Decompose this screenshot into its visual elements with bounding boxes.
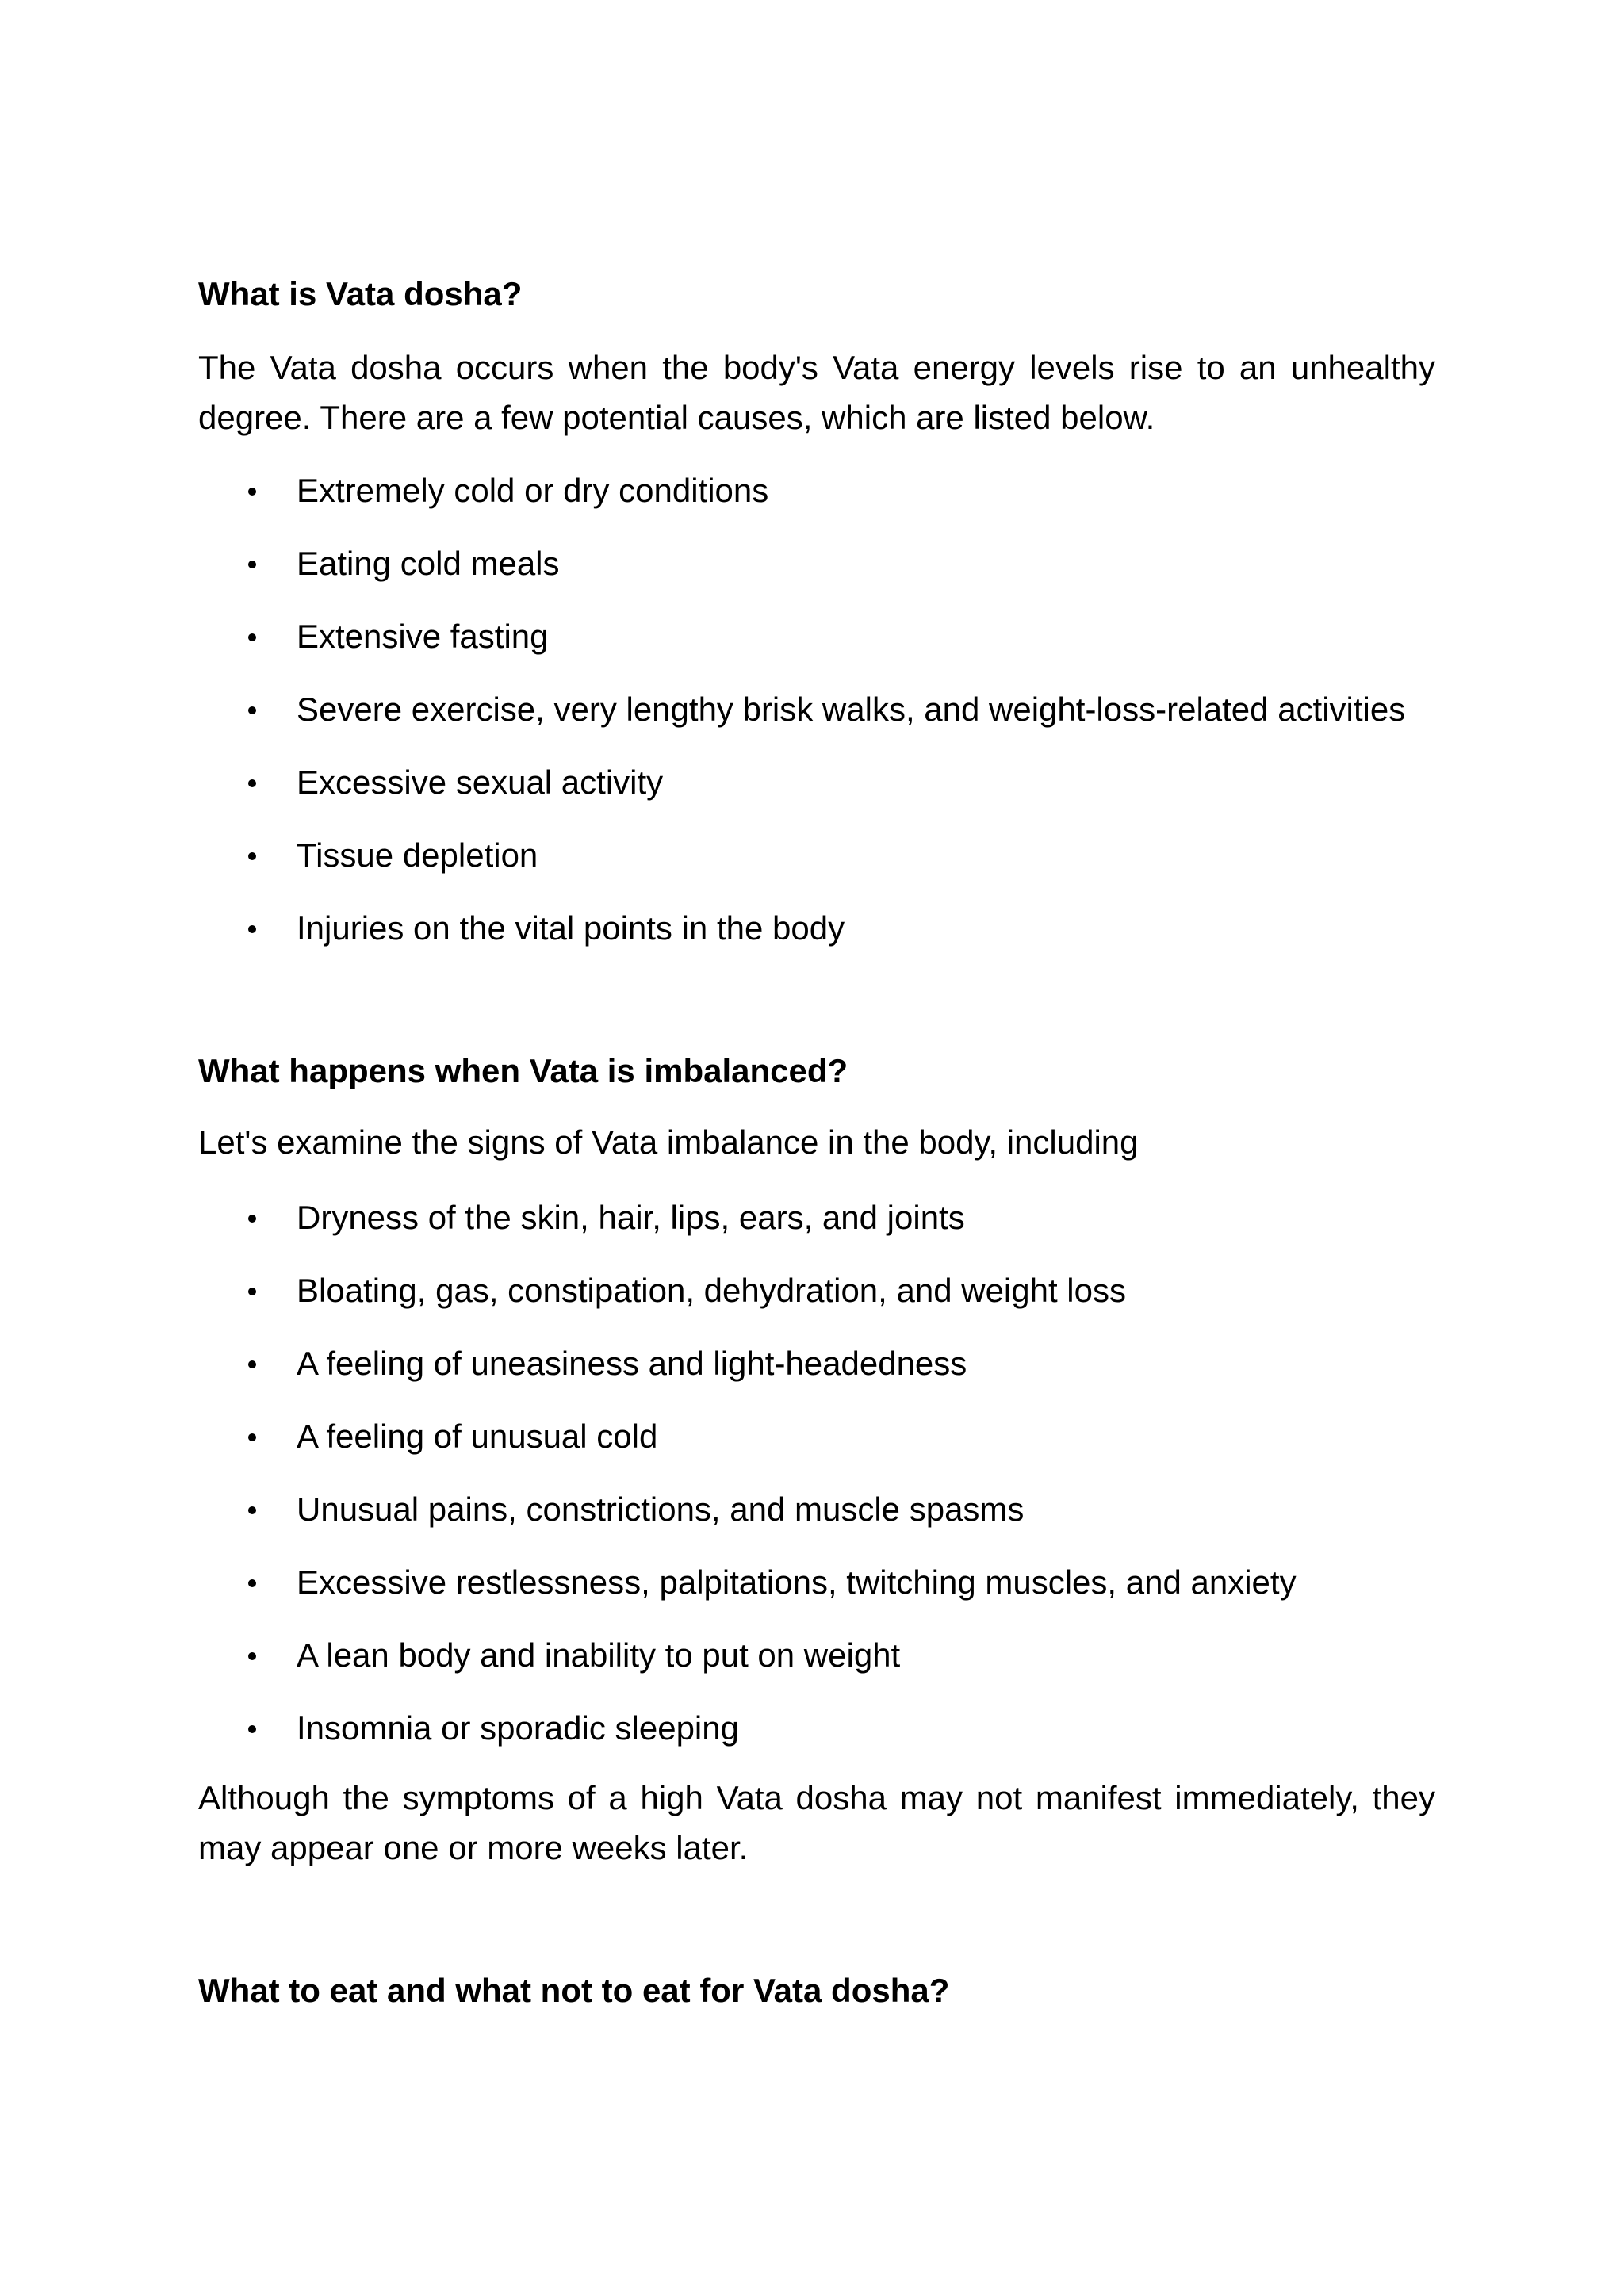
list-item-text: Severe exercise, very lengthy brisk walks, and weight-loss-related activities xyxy=(297,691,1406,728)
bullet-icon xyxy=(248,925,256,933)
list-item-text: Injuries on the vital points in the body xyxy=(297,909,845,947)
list-item-text: Unusual pains, constrictions, and muscle spasms xyxy=(297,1490,1025,1528)
list-item-text: Extremely cold or dry conditions xyxy=(297,472,769,509)
section-closing-vata-imbalance: Although the symptoms of a high Vata dosha may not manifest immediately, they may appear one or more weeks later. xyxy=(198,1779,1435,1866)
list-item-text: Bloating, gas, constipation, dehydration, and weight loss xyxy=(297,1272,1127,1309)
section-intro-vata-dosha: The Vata dosha occurs when the body's Vata energy levels rise to an unhealthy degree. There are a few potential causes, which are listed below. xyxy=(198,349,1435,436)
bullet-icon xyxy=(248,852,256,860)
bullet-icon xyxy=(248,1579,256,1587)
list-item-text: Extensive fasting xyxy=(297,618,549,655)
bullet-icon xyxy=(248,1725,256,1733)
list-item-text: Excessive sexual activity xyxy=(297,763,664,801)
bullet-icon xyxy=(248,488,256,496)
section-heading-vata-diet: What to eat and what not to eat for Vata dosha? xyxy=(198,1972,950,2009)
section-heading-vata-imbalance: What happens when Vata is imbalanced? xyxy=(198,1052,848,1089)
bullet-icon xyxy=(248,706,256,714)
list-item-text: Dryness of the skin, hair, lips, ears, and joints xyxy=(297,1199,965,1236)
section-heading-vata-dosha: What is Vata dosha? xyxy=(198,275,523,312)
list-item-text: Tissue depletion xyxy=(297,836,538,874)
bullet-icon xyxy=(248,779,256,787)
bullet-icon xyxy=(248,1652,256,1660)
list-item-text: A feeling of uneasiness and light-headedness xyxy=(297,1345,967,1382)
bullet-icon xyxy=(248,1360,256,1368)
list-item-text: A lean body and inability to put on weight xyxy=(297,1636,901,1674)
bullet-icon xyxy=(248,633,256,641)
list-item-text: Eating cold meals xyxy=(297,545,560,582)
list-item-text: A feeling of unusual cold xyxy=(297,1418,658,1455)
bullet-icon xyxy=(248,1288,256,1295)
list-item-text: Insomnia or sporadic sleeping xyxy=(297,1709,739,1747)
list-item-text: Excessive restlessness, palpitations, twitching muscles, and anxiety xyxy=(297,1563,1297,1601)
section-intro-vata-imbalance: Let's examine the signs of Vata imbalance in the body, including xyxy=(198,1123,1139,1161)
bullet-icon xyxy=(248,1506,256,1514)
bullet-icon xyxy=(248,561,256,568)
bullet-icon xyxy=(248,1215,256,1223)
bullet-icon xyxy=(248,1433,256,1441)
